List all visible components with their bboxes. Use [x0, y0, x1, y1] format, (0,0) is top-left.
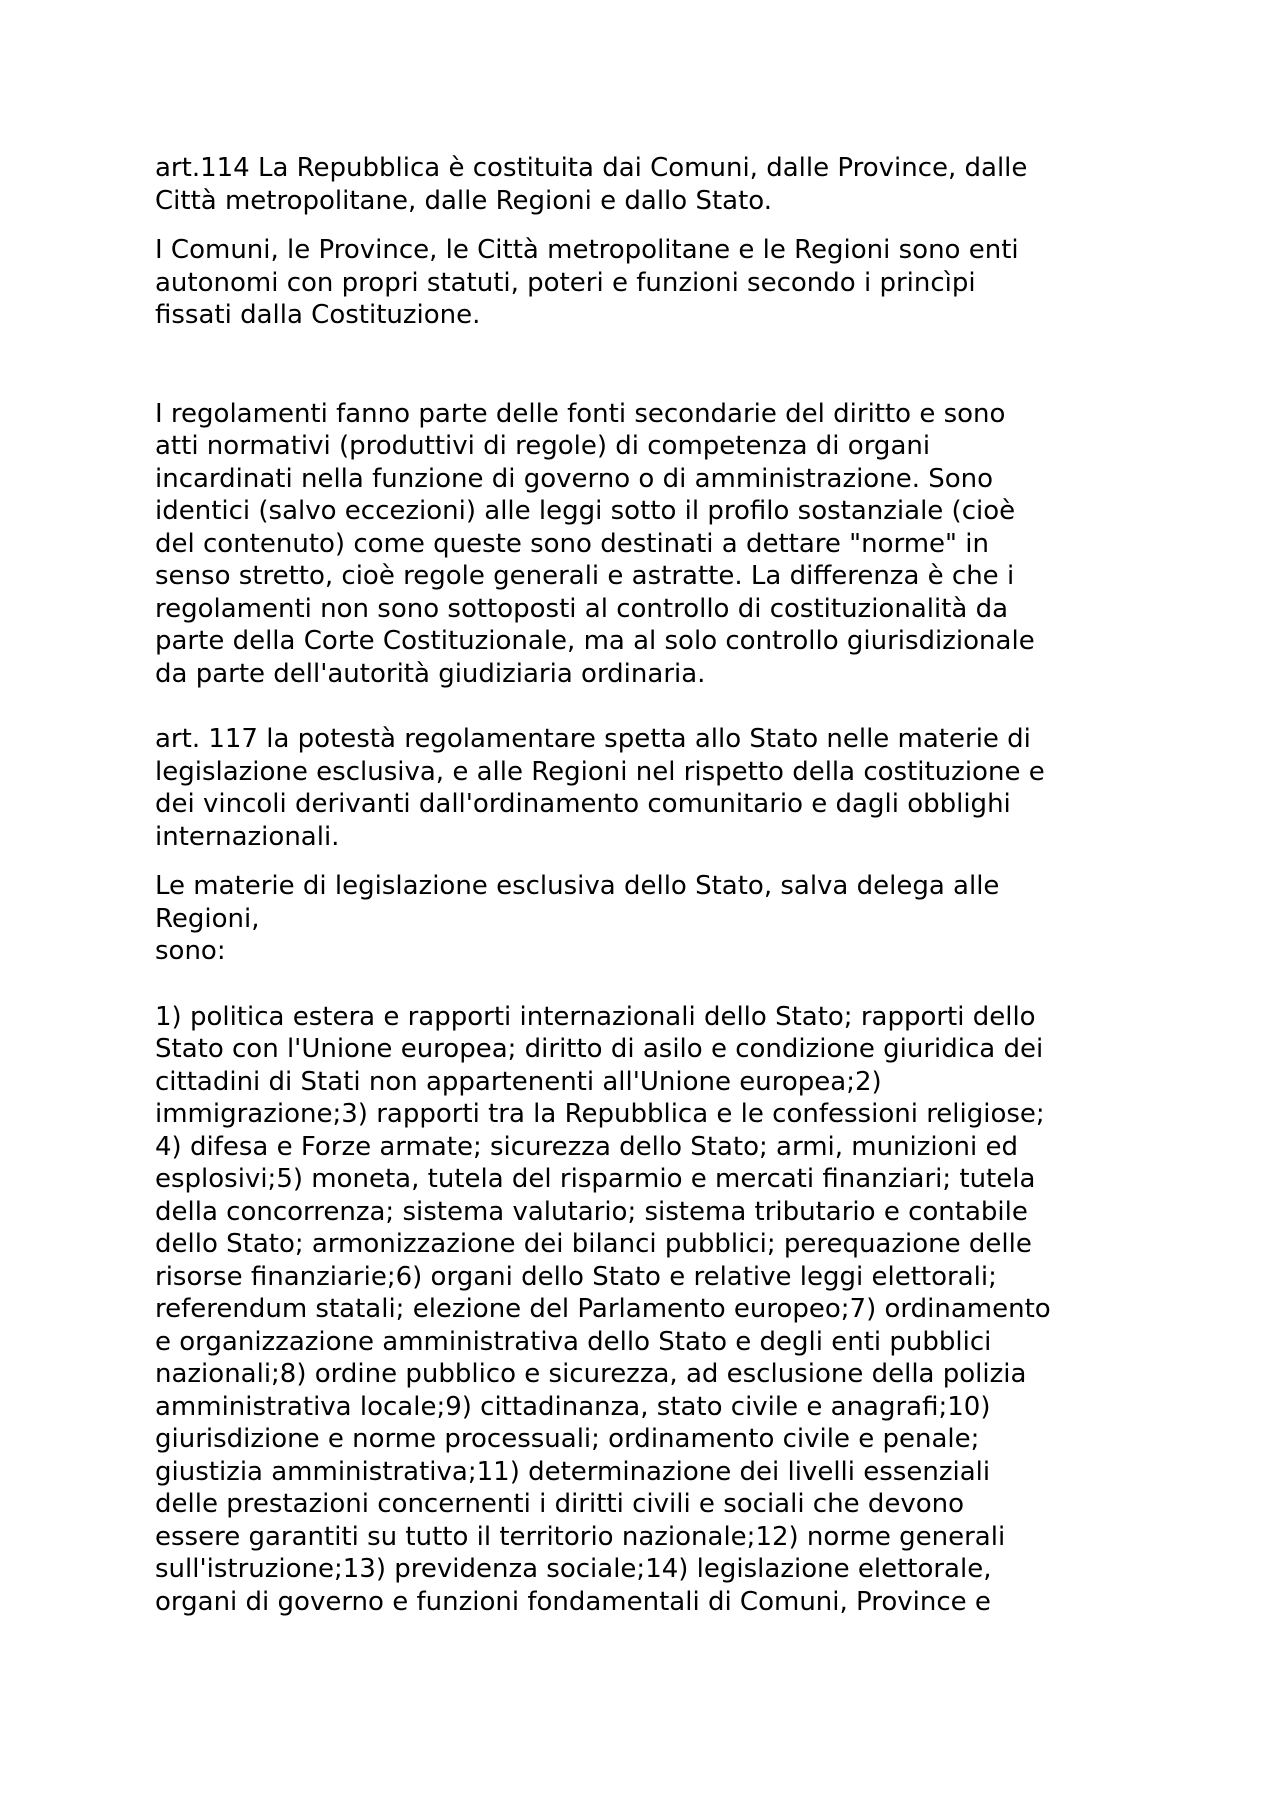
paragraph-enti-autonomi: I Comuni, le Province, le Città metropolitane e le Regioni sono enti autonomi con propri statuti, poteri e funzioni secondo i princìpi fissati dalla Costituzione. [155, 235, 1019, 330]
paragraph-materie-intro: Le materie di legislazione esclusiva dello Stato, salva delega alle Regioni, sono: [155, 871, 1000, 966]
paragraph-regolamenti: I regolamenti fanno parte delle fonti secondarie del diritto e sono atti normativi (produttivi di regole) di competenza di organi incardinati nella funzione di governo o di amministrazione. Sono identici (salvo eccezioni) alle leggi sotto il profilo sostanziale (cioè del contenuto) come queste sono destinati a dettare "norme" in senso stretto, cioè regole generali e astratte. La differenza è che i regolamenti non sono sottoposti al controllo di costituzionalità da parte della Corte Costituzionale, ma al solo controllo giurisdizionale da parte dell'autorità giudiziaria ordinaria. [155, 398, 1035, 689]
paragraph-spacer [155, 217, 1135, 234]
paragraph-spacer [155, 332, 1135, 398]
document-body [155, 152, 1135, 1618]
paragraph-materie-elenco: 1) politica estera e rapporti internazionali dello Stato; rapporti dello Stato con l'Unione europea; diritto di asilo e condizione giuridica dei cittadini di Stati non appartenenti all'Unione europea;2) immigrazione;3) rapporti tra la Repubblica e le confessioni religiose; 4) difesa e Forze armate; sicurezza dello Stato; armi, munizioni ed esplosivi;5) moneta, tutela del risparmio e mercati finanziari; tutela della concorrenza; sistema valutario; sistema tributario e contabile dello Stato; armonizzazione dei bilanci pubblici; perequazione delle risorse finanziarie;6) organi dello Stato e relative leggi elettorali; referendum statali; elezione del Parlamento europeo;7) ordinamento e organizzazione amministrativa dello Stato e degli enti pubblici nazionali;8) ordine pubblico e sicurezza, ad esclusione della polizia amministrativa locale;9) cittadinanza, stato civile e anagrafi;10) giurisdizione e norme processuali; ordinamento civile e penale; giustizia amministrativa;11) determinazione dei livelli essenziali delle prestazioni concernenti i diritti civili e sociali che devono essere garantiti su tutto il territorio nazionale;12) norme generali sull'istruzione;13) previdenza sociale;14) legislazione elettorale, organi di governo e funzioni fondamentali di Comuni, Province e [155, 1001, 1051, 1617]
paragraph-spacer [155, 690, 1135, 723]
paragraph-art-117: art. 117 la potestà regolamentare spetta allo Stato nelle materie di legislazione esclusiva, e alle Regioni nel rispetto della costituzione e dei vincoli derivanti dall'ordinamento comunitario e dagli obblighi internazionali. [155, 724, 1045, 852]
paragraph-spacer [155, 853, 1135, 870]
paragraph-art-114: art.114 La Repubblica è costituita dai Comuni, dalle Province, dalle Città metropolitane, dalle Regioni e dallo Stato. [155, 153, 1028, 216]
paragraph-spacer [155, 968, 1135, 1001]
